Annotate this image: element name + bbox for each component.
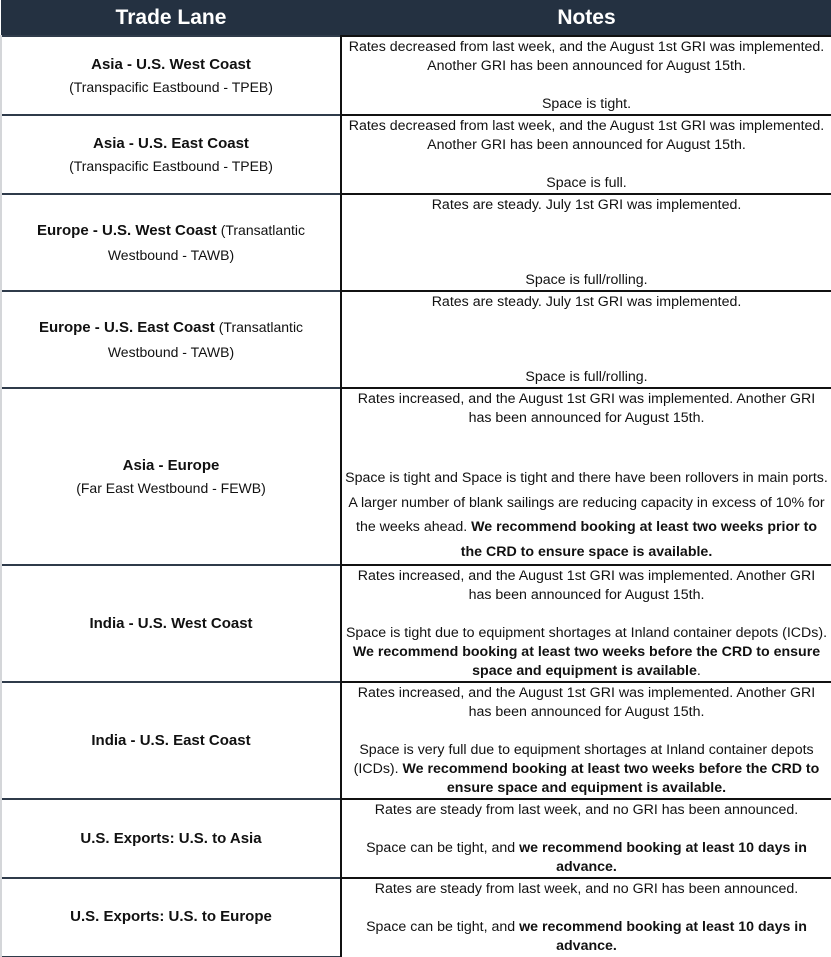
lane-cell (1, 194, 341, 291)
table-row (1, 115, 831, 194)
table-row (1, 194, 831, 291)
rates-note: Rates increased, and the August 1st GRI was implemented. Another GRI has been announced for August 15th. (357, 685, 816, 720)
recommendation-text: We recommend booking at least two weeks before the CRD to ensure space and equipment is available (352, 644, 821, 679)
lane-cell (1, 115, 341, 194)
lane-cell (1, 799, 341, 878)
lane-name: U.S. Exports: U.S. to Asia (80, 829, 262, 847)
lane-name: Asia - U.S. East Coast (93, 134, 249, 152)
lane-name: U.S. Exports: U.S. to Europe (70, 908, 272, 926)
recommendation-text: We recommend booking at least two weeks prior to the CRD to ensure space is available. (460, 519, 817, 560)
lane-name: India - U.S. East Coast (91, 731, 251, 749)
notes-cell (341, 878, 831, 956)
space-note (345, 624, 828, 681)
notes-cell (341, 115, 831, 194)
rates-note: Rates are steady from last week, and no GRI has been announced. (374, 881, 799, 897)
header-trade-lane: Trade Lane (1, 0, 341, 36)
table-row (1, 565, 831, 682)
space-note (345, 466, 828, 564)
rates-note: Rates increased, and the August 1st GRI was implemented. Another GRI has been announced for August 15th. (357, 568, 816, 603)
rates-note: Rates decreased from last week, and the August 1st GRI was implemented. Another GRI has been announced for August 15th. (348, 118, 825, 153)
lane-subtitle: (Transpacific Eastbound - TPEB) (69, 78, 273, 95)
space-text: Space can be tight, and (366, 840, 516, 856)
lane-subtitle: (Transpacific Eastbound - TPEB) (69, 157, 273, 174)
lane-cell (1, 682, 341, 799)
recommendation-text: we recommend booking at least 10 days in advance. (519, 919, 807, 954)
lane-cell (1, 565, 341, 682)
table-row (1, 388, 831, 565)
lane-name: Asia - U.S. West Coast (91, 55, 251, 73)
space-text: Space is very full due to equipment shortages at Inland container depots (ICDs). (353, 742, 814, 777)
space-note (345, 918, 828, 956)
rates-note: Rates increased, and the August 1st GRI was implemented. Another GRI has been announced for August 15th. (357, 391, 816, 426)
space-text: Space is tight due to equipment shortages at Inland container depots (ICDs). (345, 625, 828, 641)
table-row (1, 799, 831, 878)
rates-note: Rates are steady. July 1st GRI was implemented. (431, 197, 742, 213)
notes-cell (341, 388, 831, 565)
space-text: Space is tight and Space is tight and there have been rollovers in main ports. A larger number of blank sailings are reducing capacity in excess of 10% for the weeks ahead. (345, 470, 828, 535)
space-note (345, 839, 828, 877)
lane-name: Europe - U.S. East Coast (38, 318, 215, 336)
lane-name: Europe - U.S. West Coast (36, 221, 217, 239)
notes-cell (341, 291, 831, 388)
table-header-row (1, 0, 831, 36)
trailing-period: . (696, 663, 701, 679)
space-note: Space is full/rolling. (525, 369, 648, 385)
space-text: Space can be tight, and (366, 919, 516, 935)
recommendation-text: we recommend booking at least 10 days in advance. (519, 840, 807, 875)
lane-cell (1, 291, 341, 388)
table-row (1, 36, 831, 115)
lane-name: Asia - Europe (122, 456, 220, 474)
notes-cell (341, 682, 831, 799)
table-row (1, 682, 831, 799)
lane-cell (1, 388, 341, 565)
lane-subtitle: (Far East Westbound - FEWB) (76, 479, 266, 496)
space-note: Space is full/rolling. (525, 272, 648, 288)
rates-note: Rates are steady from last week, and no GRI has been announced. (374, 802, 799, 818)
lane-subtitle: (Transatlantic Westbound - TAWB) (107, 221, 305, 263)
header-notes: Notes (341, 0, 831, 36)
lane-cell (1, 878, 341, 956)
space-note: Space is full. (546, 175, 627, 191)
notes-cell (341, 194, 831, 291)
lane-subtitle: (Transatlantic Westbound - TAWB) (107, 318, 304, 360)
notes-cell (341, 565, 831, 682)
lane-name: India - U.S. West Coast (89, 614, 253, 632)
space-note: Space is tight. (541, 96, 632, 112)
space-note (345, 741, 828, 798)
rates-note: Rates decreased from last week, and the August 1st GRI was implemented. Another GRI has been announced for August 15th. (348, 39, 825, 74)
table-row (1, 291, 831, 388)
notes-cell (341, 799, 831, 878)
lane-cell (1, 36, 341, 115)
rates-note: Rates are steady. July 1st GRI was implemented. (431, 294, 742, 310)
recommendation-text: We recommend booking at least two weeks before the CRD to ensure space and equipment is available. (402, 761, 820, 796)
table-row (1, 878, 831, 956)
notes-cell (341, 36, 831, 115)
